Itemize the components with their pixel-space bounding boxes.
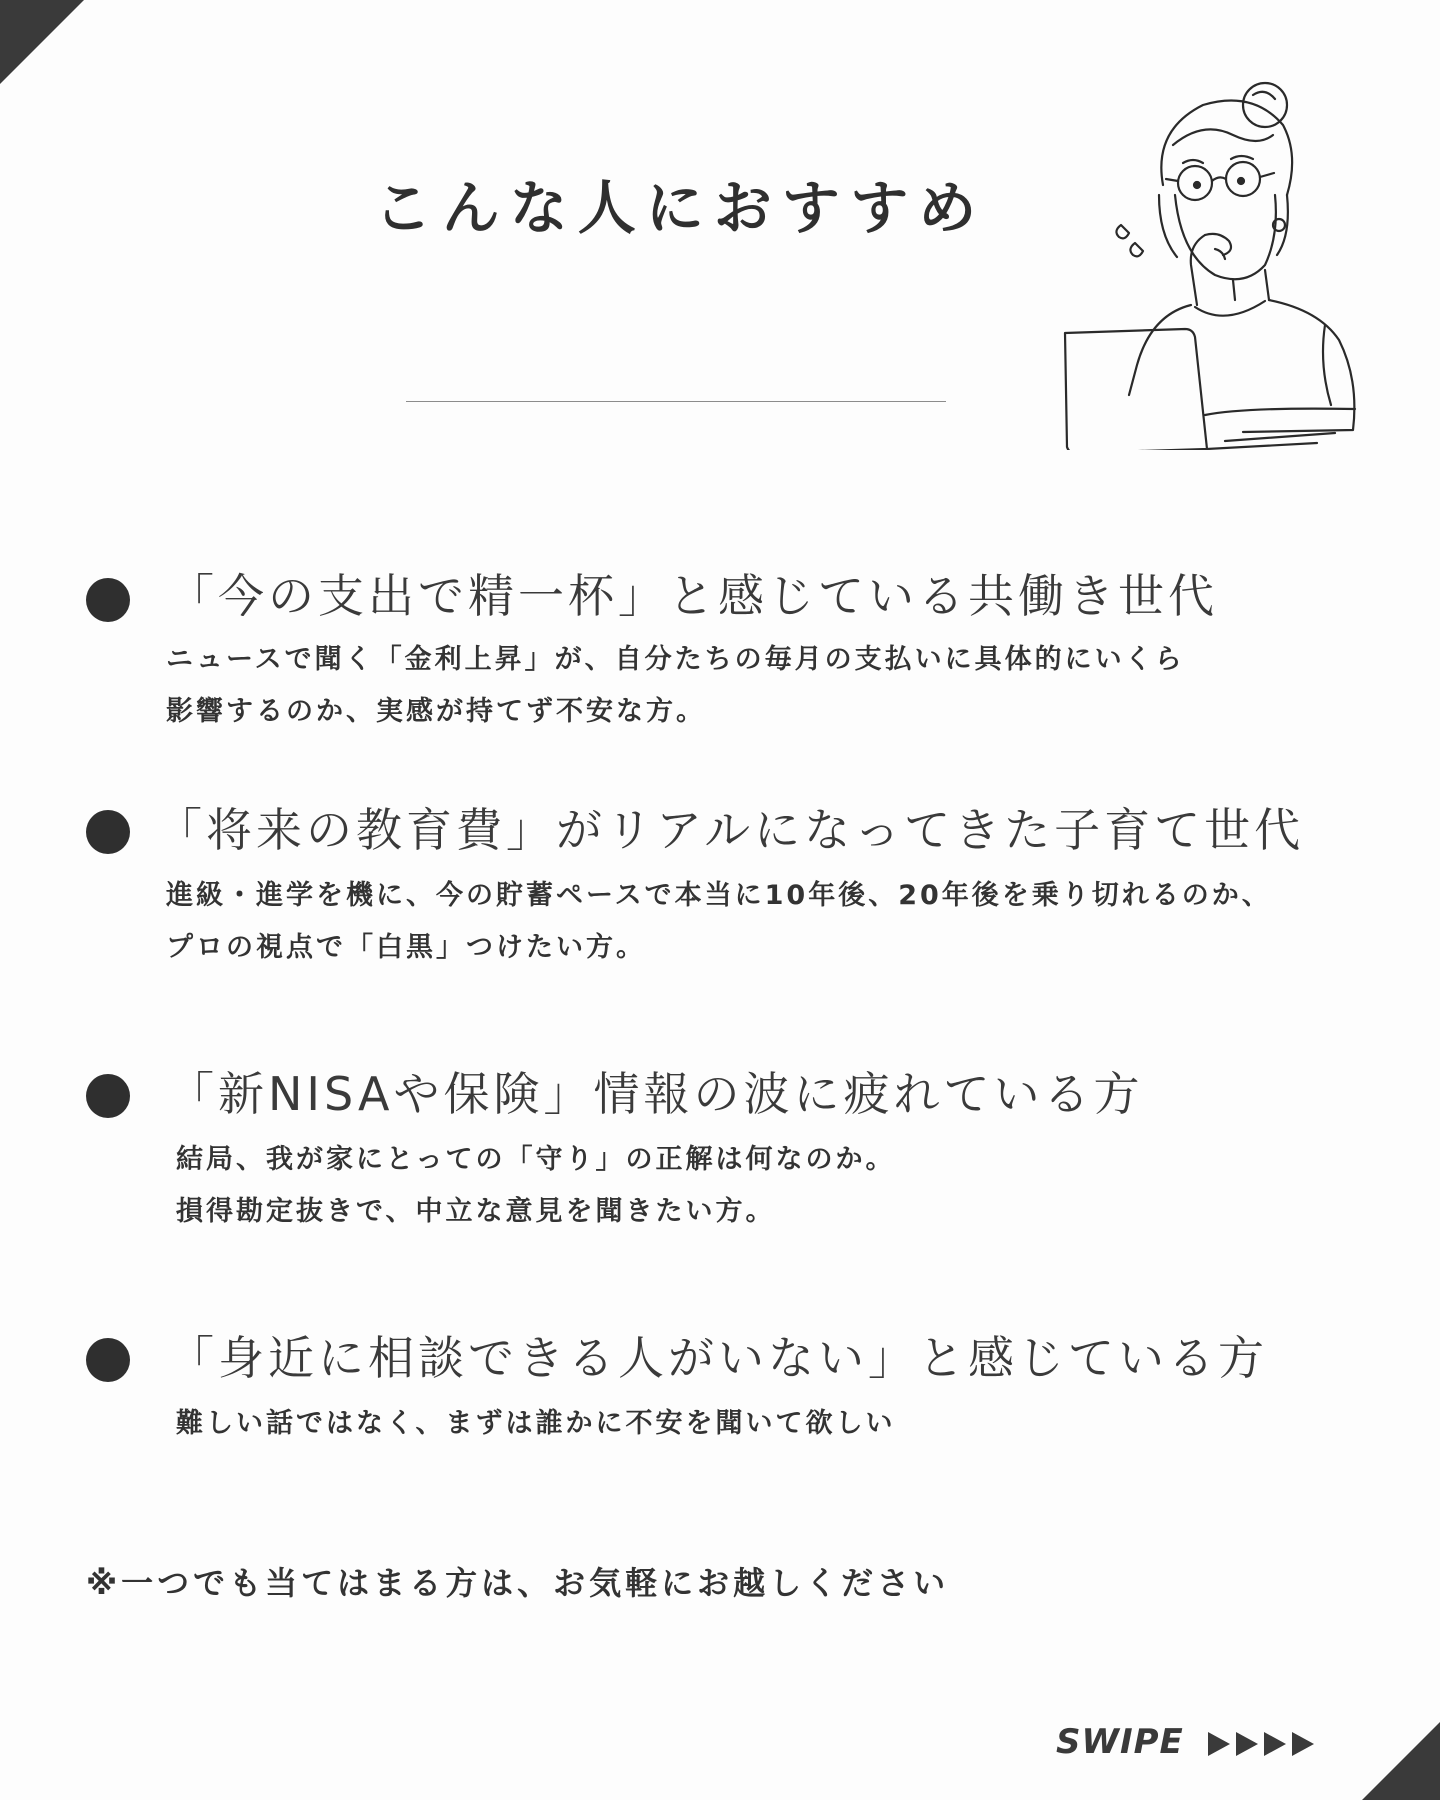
item-description-line: 影響するのか、実感が持てず不安な方。 — [166, 696, 706, 727]
corner-triangle-top-left-icon — [0, 0, 84, 84]
bullet-dot-icon — [86, 578, 130, 622]
footnote: ※一つでも当てはまる方は、お気軽にお越しください — [86, 1564, 950, 1602]
item-heading: 「将来の教育費」がリアルになってきた子育て世代 — [156, 803, 1305, 857]
corner-triangle-bottom-right-icon — [1362, 1722, 1440, 1800]
swipe-label: SWIPE — [1056, 1722, 1184, 1762]
item-heading: 「新NISAや保険」情報の波に疲れている方 — [168, 1067, 1144, 1121]
swipe-arrows-icon — [1208, 1730, 1316, 1758]
item-description-line: 進級・進学を機に、今の貯蓄ペースで本当に10年後、20年後を乗り切れるのか、 — [166, 880, 1272, 911]
item-description-line: プロの視点で「白黒」つけたい方。 — [166, 932, 646, 963]
bullet-dot-icon — [86, 1338, 130, 1382]
bullet-dot-icon — [86, 810, 130, 854]
item-description-line: 損得勘定抜きで、中立な意見を聞きたい方。 — [176, 1196, 776, 1227]
item-heading: 「身近に相談できる人がいない」と感じている方 — [168, 1331, 1268, 1385]
bullet-dot-icon — [86, 1074, 130, 1118]
thinking-woman-illustration — [1055, 75, 1360, 450]
item-description-line: 結局、我が家にとっての「守り」の正解は何なのか。 — [176, 1144, 896, 1175]
item-heading: 「今の支出で精一杯」と感じている共働き世代 — [168, 569, 1218, 623]
item-description-line: 難しい話ではなく、まずは誰かに不安を聞いて欲しい — [176, 1408, 896, 1439]
title-divider — [406, 401, 946, 402]
page-title: こんな人におすすめ — [373, 174, 987, 242]
item-description-line: ニュースで聞く「金利上昇」が、自分たちの毎月の支払いに具体的にいくら — [166, 644, 1185, 675]
